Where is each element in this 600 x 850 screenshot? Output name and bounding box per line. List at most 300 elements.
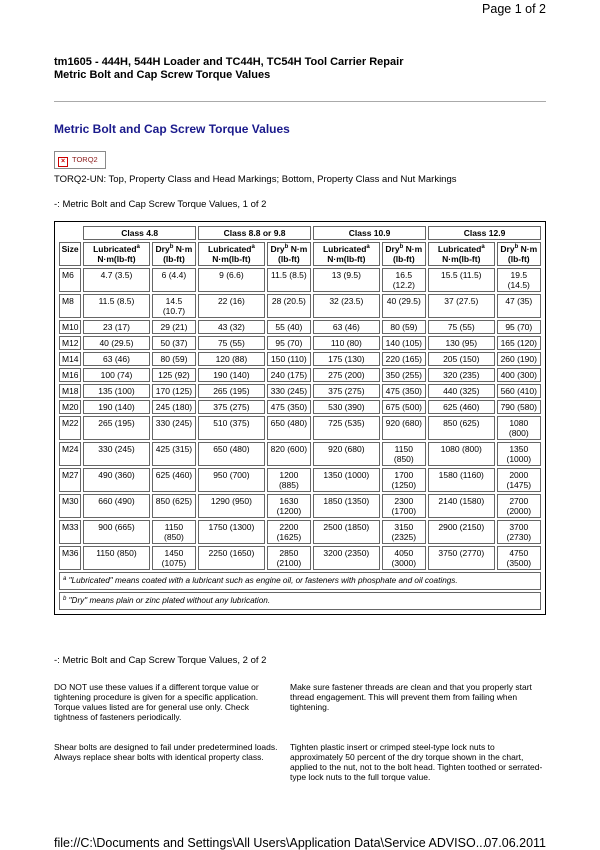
size-cell: M30 xyxy=(59,494,81,518)
footer-date: 07.06.2011 xyxy=(484,836,546,850)
torque-value-cell xyxy=(313,546,380,570)
torque-value-lbft: (1000) xyxy=(506,454,532,464)
torque-value: 40 (29.5) xyxy=(99,338,134,348)
torque-value: 4750 xyxy=(509,548,529,558)
torque-value: 32 (23.5) xyxy=(329,296,364,306)
torque-value-cell xyxy=(497,320,541,334)
torque-value-cell xyxy=(83,442,150,466)
torque-value: 40 (29.5) xyxy=(386,296,421,306)
torque-value: 1350 (1000) xyxy=(323,470,370,480)
torque-value-cell xyxy=(198,368,265,382)
torque-value: 2000 xyxy=(509,470,529,480)
torque-value-lbft: (800) xyxy=(508,428,529,438)
torque-value-cell xyxy=(83,416,150,440)
torque-value-cell xyxy=(83,268,150,292)
torque-value-lbft: (1200) xyxy=(276,506,302,516)
torque-value: 3200 (2350) xyxy=(323,548,370,558)
torque-value: 55 (40) xyxy=(275,322,303,332)
torque-value-cell xyxy=(497,384,541,398)
torque-value-cell xyxy=(382,468,426,492)
table-row xyxy=(59,336,541,350)
page-number: Page 1 of 2 xyxy=(482,2,546,16)
torque-value-cell xyxy=(428,368,495,382)
torque-value-cell xyxy=(497,468,541,492)
footnote-marker: b xyxy=(399,244,404,250)
torque-value-cell xyxy=(198,352,265,366)
torque-value-lbft: (1250) xyxy=(391,480,417,490)
dry-label: Dry xyxy=(270,244,285,254)
footnote-marker: a xyxy=(481,244,485,250)
torque-value-cell xyxy=(382,384,426,398)
torque-value-cell xyxy=(198,520,265,544)
torque-value-cell xyxy=(152,546,196,570)
torque-value-lbft: (885) xyxy=(278,480,299,490)
torque-value-lbft: (12.2) xyxy=(392,280,415,290)
torque-value-cell xyxy=(152,336,196,350)
torque-value: 260 (190) xyxy=(500,354,537,364)
torque-value: 130 (95) xyxy=(445,338,478,348)
unit-nm: N·m xyxy=(175,244,193,254)
torque-value-cell xyxy=(382,368,426,382)
torque-value-cell xyxy=(428,352,495,366)
torque-value: 1630 xyxy=(279,496,299,506)
torque-value: 350 (255) xyxy=(385,370,422,380)
torque-value-cell xyxy=(267,546,311,570)
torque-value: 475 (350) xyxy=(270,402,308,412)
torque-value: 135 (100) xyxy=(98,386,135,396)
footer-file-path: file://C:\Documents and Settings\All Users\Application Data\Service ADVISO... xyxy=(54,836,487,850)
unit-nm: N·m xyxy=(212,254,229,264)
table-row xyxy=(59,368,541,382)
corner-cell xyxy=(59,226,81,240)
torque-value: 13 (9.5) xyxy=(331,270,361,280)
torque-value: 28 (20.5) xyxy=(271,296,306,306)
note-paragraph: DO NOT use these values if a different torque value or tightening procedure is given for a specific application. Torque values listed are for general use only. Check tightness of fasteners periodically. xyxy=(54,682,259,722)
size-cell: M10 xyxy=(59,320,81,334)
torque-value-cell xyxy=(267,294,311,318)
torque-value-cell xyxy=(428,400,495,414)
torque-value: 80 (59) xyxy=(160,354,188,364)
torque-value: 400 (300) xyxy=(500,370,537,380)
torque-value-cell xyxy=(267,416,311,440)
table-row xyxy=(59,416,541,440)
footnote-marker: a xyxy=(63,576,67,582)
size-cell: M14 xyxy=(59,352,81,366)
torque-value-cell xyxy=(428,320,495,334)
torque-value-lbft: (2730) xyxy=(506,532,532,542)
torque-value-cell xyxy=(83,368,150,382)
torque-value-cell xyxy=(428,294,495,318)
table-row xyxy=(59,546,541,570)
torque-value: 11.5 (8.5) xyxy=(98,296,135,306)
torque-value: 3150 xyxy=(394,522,414,532)
torque-value: 1150 xyxy=(394,444,413,454)
section-title: Metric Bolt and Cap Screw Torque Values xyxy=(54,122,290,136)
footnote-marker: b xyxy=(284,244,289,250)
torque-value-cell xyxy=(428,546,495,570)
torque-value-cell xyxy=(198,546,265,570)
dry-header xyxy=(152,242,196,266)
torque-value-cell xyxy=(83,352,150,366)
torque-value-cell xyxy=(198,468,265,492)
torque-value: 9 (6.6) xyxy=(219,270,244,280)
table-row xyxy=(59,294,541,318)
footnote-marker: a xyxy=(251,244,255,250)
torque-value: 47 (35) xyxy=(505,296,533,306)
torque-value-cell xyxy=(428,494,495,518)
torque-value-cell xyxy=(83,294,150,318)
torque-value-cell xyxy=(497,368,541,382)
torque-value: 1850 (1350) xyxy=(323,496,370,506)
torque-value: 265 (195) xyxy=(213,386,250,396)
torque-value: 80 (59) xyxy=(390,322,418,332)
unit-nm: N·m xyxy=(327,254,344,264)
torque-value: 820 (600) xyxy=(270,444,308,454)
torque-value: 6 (4.4) xyxy=(161,270,187,280)
torque-value: 240 (175) xyxy=(270,370,308,380)
note-paragraph: Make sure fastener threads are clean and that you properly start thread engagement. This will prevent them from failing when tightening. xyxy=(290,682,532,712)
unit-nm: N·m xyxy=(290,244,308,254)
lubricated-label: Lubricated xyxy=(208,244,252,254)
torque-value: 43 (32) xyxy=(217,322,245,332)
torque-value-cell xyxy=(198,268,265,292)
torque-value-cell xyxy=(267,400,311,414)
torque-value: 920 (680) xyxy=(328,444,365,454)
torque-value-cell xyxy=(198,494,265,518)
class-header: Class 10.9 xyxy=(313,226,426,240)
dry-label: Dry xyxy=(155,244,170,254)
torque-value-cell xyxy=(497,294,541,318)
torque-value: 625 (460) xyxy=(443,402,480,412)
torque-value-cell xyxy=(428,520,495,544)
torque-value: 375 (275) xyxy=(328,386,365,396)
note-paragraph: Tighten plastic insert or crimped steel-type lock nuts to approximately 50 percent of the dry torque shown in the chart, applied to the nut, not to the bolt head. Tighten toothed or serrated-type lock nuts to the full torque value. xyxy=(290,742,543,782)
torque-value-cell xyxy=(152,320,196,334)
torque-value-lbft: (10.7) xyxy=(162,306,186,316)
torque-value: 1350 xyxy=(509,444,529,454)
torque-value: 63 (46) xyxy=(103,354,130,364)
torque-value: 23 (17) xyxy=(103,322,130,332)
torque-value: 14.5 xyxy=(165,296,183,306)
torque-value-cell xyxy=(83,384,150,398)
torque-value-cell xyxy=(382,520,426,544)
broken-image-placeholder[interactable] xyxy=(54,151,106,169)
torque-value-cell xyxy=(382,400,426,414)
table-row xyxy=(59,268,541,292)
torque-value-cell xyxy=(83,546,150,570)
torque-value-cell xyxy=(313,442,380,466)
table-caption-1: -: Metric Bolt and Cap Screw Torque Values, 1 of 2 xyxy=(54,199,267,210)
torque-value: 510 (375) xyxy=(213,418,250,428)
torque-value: 2140 (1580) xyxy=(438,496,485,506)
torque-value-cell xyxy=(382,336,426,350)
torque-value: 2900 (2150) xyxy=(438,522,485,532)
dry-header xyxy=(497,242,541,266)
torque-table-frame xyxy=(54,221,546,615)
torque-value: 1150 (850) xyxy=(96,548,137,558)
torque-value-cell xyxy=(313,268,380,292)
torque-value: 95 (70) xyxy=(275,338,303,348)
torque-value-cell xyxy=(497,494,541,518)
document-title-line-2: Metric Bolt and Cap Screw Torque Values xyxy=(54,69,271,81)
torque-value: 650 (480) xyxy=(213,444,250,454)
size-cell: M36 xyxy=(59,546,81,570)
torque-value-cell xyxy=(428,384,495,398)
lubricated-label: Lubricated xyxy=(437,244,482,254)
dry-header xyxy=(382,242,426,266)
torque-value-cell xyxy=(267,442,311,466)
torque-value-lbft: (2100) xyxy=(276,558,302,568)
torque-value: 375 (275) xyxy=(213,402,250,412)
torque-value-cell xyxy=(152,294,196,318)
torque-value-cell xyxy=(198,336,265,350)
unit-lbft: (lb-ft) xyxy=(392,254,415,264)
footnote-marker: a xyxy=(366,244,370,250)
torque-value: 440 (325) xyxy=(443,386,480,396)
torque-value-cell xyxy=(428,468,495,492)
torque-value: 2500 (1850) xyxy=(323,522,370,532)
torque-value: 1580 (1160) xyxy=(438,470,484,480)
torque-value-cell xyxy=(198,320,265,334)
document-title-line-1: tm1605 - 444H, 544H Loader and TC44H, TC54H Tool Carrier Repair xyxy=(54,56,404,68)
torque-value-cell xyxy=(497,416,541,440)
image-alt-text: TORQ2 xyxy=(72,155,98,164)
class-header: Class 12.9 xyxy=(428,226,541,240)
torque-value: 475 (350) xyxy=(385,386,422,396)
torque-value: 150 (110) xyxy=(270,354,307,364)
torque-value-cell xyxy=(313,384,380,398)
unit-lbft: (lb-ft) xyxy=(458,254,481,264)
lubricated-header xyxy=(313,242,380,266)
torque-value: 170 (125) xyxy=(155,386,193,396)
torque-value: 1080 (800) xyxy=(440,444,482,454)
torque-value: 220 (165) xyxy=(385,354,422,364)
torque-value: 3750 (2770) xyxy=(438,548,485,558)
torque-value-cell xyxy=(267,336,311,350)
torque-value: 29 (21) xyxy=(160,322,188,332)
torque-value-lbft: (2000) xyxy=(506,506,532,516)
torque-value: 1200 xyxy=(279,470,299,480)
torque-value-cell xyxy=(313,520,380,544)
torque-value: 2700 xyxy=(509,496,529,506)
torque-value-cell xyxy=(83,520,150,544)
size-cell: M24 xyxy=(59,442,81,466)
size-cell: M18 xyxy=(59,384,81,398)
torque-value-cell xyxy=(428,268,495,292)
torque-value: 660 (490) xyxy=(98,496,135,506)
torque-value-cell xyxy=(382,416,426,440)
table-row xyxy=(59,384,541,398)
torque-value-cell xyxy=(497,352,541,366)
torque-value-cell xyxy=(152,520,196,544)
torque-value-cell xyxy=(313,400,380,414)
torque-value: 120 (88) xyxy=(215,354,248,364)
torque-value-cell xyxy=(428,336,495,350)
torque-value-cell xyxy=(267,520,311,544)
torque-value: 1150 xyxy=(164,522,184,532)
torque-value-cell xyxy=(428,442,495,466)
torque-value-lbft: (1625) xyxy=(276,532,302,542)
footnote-text: "Dry" means plain or zinc plated without any lubrication. xyxy=(68,596,271,605)
torque-value: 725 (535) xyxy=(328,418,365,428)
unit-nm: N·m xyxy=(442,254,459,264)
torque-value-cell xyxy=(313,416,380,440)
torque-value: 650 (480) xyxy=(270,418,308,428)
torque-value: 425 (315) xyxy=(155,444,193,454)
torque-value: 490 (360) xyxy=(98,470,135,480)
class-header: Class 4.8 xyxy=(83,226,196,240)
torque-value-cell xyxy=(497,442,541,466)
torque-value-cell xyxy=(313,494,380,518)
size-cell: M22 xyxy=(59,416,81,440)
torque-value: 1080 xyxy=(509,418,529,428)
torque-value-cell xyxy=(83,494,150,518)
torque-value: 22 (16) xyxy=(217,296,245,306)
torque-value: 1750 (1300) xyxy=(208,522,255,532)
torque-value: 330 (245) xyxy=(155,418,193,428)
torque-value-cell xyxy=(497,268,541,292)
torque-value-cell xyxy=(152,384,196,398)
torque-value: 110 (80) xyxy=(330,338,362,348)
torque-value: 165 (120) xyxy=(500,338,537,348)
unit-lbft: (lb-ft) xyxy=(343,254,366,264)
torque-value-cell xyxy=(428,416,495,440)
torque-value-cell xyxy=(382,294,426,318)
torque-value: 1700 xyxy=(394,470,414,480)
class-header: Class 8.8 or 9.8 xyxy=(198,226,311,240)
torque-value: 330 (245) xyxy=(270,386,308,396)
table-row xyxy=(59,400,541,414)
torque-value-cell xyxy=(497,400,541,414)
torque-value: 19.5 xyxy=(510,270,528,280)
subheader-row xyxy=(59,242,541,266)
unit-nm: N·m xyxy=(97,254,114,264)
torque-value: 245 (180) xyxy=(155,402,193,412)
torque-value: 920 (680) xyxy=(385,418,422,428)
torque-value: 560 (410) xyxy=(500,386,537,396)
torque-value-cell xyxy=(83,336,150,350)
torque-value: 1450 xyxy=(164,548,184,558)
table-row xyxy=(59,442,541,466)
size-cell: M16 xyxy=(59,368,81,382)
torque-value: 4.7 (3.5) xyxy=(100,270,133,280)
torque-value: 37 (27.5) xyxy=(444,296,479,306)
size-cell: M12 xyxy=(59,336,81,350)
torque-value: 900 (665) xyxy=(98,522,135,532)
torque-value: 320 (235) xyxy=(443,370,480,380)
torque-value-cell xyxy=(313,320,380,334)
footnote-marker: b xyxy=(169,244,174,250)
torque-value-lbft: (3000) xyxy=(391,558,417,568)
torque-value-cell xyxy=(382,320,426,334)
torque-value-cell xyxy=(267,494,311,518)
torque-value: 2200 xyxy=(279,522,299,532)
torque-value: 75 (55) xyxy=(217,338,245,348)
lubricated-header xyxy=(83,242,150,266)
size-header: Size xyxy=(59,242,81,266)
torque-value-lbft: (1700) xyxy=(391,506,417,516)
torque-value-lbft: (850) xyxy=(393,454,414,464)
torque-value: 1290 (950) xyxy=(210,496,252,506)
torque-value: 790 (580) xyxy=(500,402,537,412)
torque-value-cell xyxy=(382,494,426,518)
lubricated-label: Lubricated xyxy=(93,244,137,254)
torque-value: 205 (150) xyxy=(443,354,480,364)
unit-nm: N·m xyxy=(520,244,538,254)
torque-value-cell xyxy=(83,400,150,414)
torque-value-cell xyxy=(267,268,311,292)
torque-value-cell xyxy=(198,400,265,414)
torque-value: 330 (245) xyxy=(98,444,135,454)
torque-value-cell xyxy=(152,352,196,366)
torque-value-cell xyxy=(382,442,426,466)
torque-value-cell xyxy=(497,520,541,544)
footnote-row xyxy=(59,572,541,590)
torque-value-cell xyxy=(267,320,311,334)
torque-value-cell xyxy=(313,368,380,382)
torque-value-lbft: (1075) xyxy=(161,558,187,568)
table-caption-2: -: Metric Bolt and Cap Screw Torque Values, 2 of 2 xyxy=(54,655,267,666)
footnote-marker: a xyxy=(136,244,140,250)
torque-value: 190 (140) xyxy=(213,370,250,380)
torque-value: 175 (130) xyxy=(328,354,365,364)
torque-value-cell xyxy=(152,268,196,292)
torque-value: 3700 xyxy=(509,522,529,532)
footnote-text: "Lubricated" means coated with a lubricant such as engine oil, or fasteners with phosphate and oil coatings. xyxy=(68,576,458,585)
size-cell: M27 xyxy=(59,468,81,492)
footnote-marker: b xyxy=(63,596,67,602)
unit-lbft: (lb-ft) xyxy=(228,254,251,264)
unit-lbft: (lb-ft) xyxy=(163,254,185,264)
size-cell: M6 xyxy=(59,268,81,292)
torque-value-lbft: (1475) xyxy=(506,480,532,490)
torque-value: 15.5 (11.5) xyxy=(441,270,482,280)
torque-value: 675 (500) xyxy=(385,402,422,412)
broken-image-icon: × xyxy=(58,157,68,167)
torque-value: 850 (625) xyxy=(443,418,480,428)
dry-header xyxy=(267,242,311,266)
torque-value: 2250 (1650) xyxy=(208,548,255,558)
torque-value: 4050 xyxy=(394,548,414,558)
torque-value-cell xyxy=(267,352,311,366)
unit-lbft: (lb-ft) xyxy=(113,254,136,264)
torque-value: 950 (700) xyxy=(213,470,250,480)
torque-value-cell xyxy=(152,442,196,466)
table-row xyxy=(59,468,541,492)
torque-value-cell xyxy=(83,468,150,492)
torque-value: 265 (195) xyxy=(98,418,135,428)
torque-value-lbft: (850) xyxy=(164,532,184,542)
torque-value: 100 (74) xyxy=(100,370,133,380)
image-caption: TORQ2-UN: Top, Property Class and Head Markings; Bottom, Property Class and Nut Markings xyxy=(54,174,457,185)
table-row xyxy=(59,494,541,518)
footnote-row xyxy=(59,592,541,610)
torque-value-cell xyxy=(267,384,311,398)
table-row xyxy=(59,352,541,366)
table-row xyxy=(59,520,541,544)
torque-value: 2850 xyxy=(279,548,299,558)
torque-value-cell xyxy=(152,494,196,518)
torque-value-cell xyxy=(382,268,426,292)
torque-value: 125 (92) xyxy=(158,370,190,380)
torque-value-cell xyxy=(313,468,380,492)
table-row xyxy=(59,320,541,334)
footnote-lubricated xyxy=(59,572,541,590)
lubricated-header xyxy=(428,242,495,266)
torque-value: 63 (46) xyxy=(332,322,360,332)
torque-value-cell xyxy=(382,546,426,570)
torque-value: 625 (460) xyxy=(155,470,193,480)
